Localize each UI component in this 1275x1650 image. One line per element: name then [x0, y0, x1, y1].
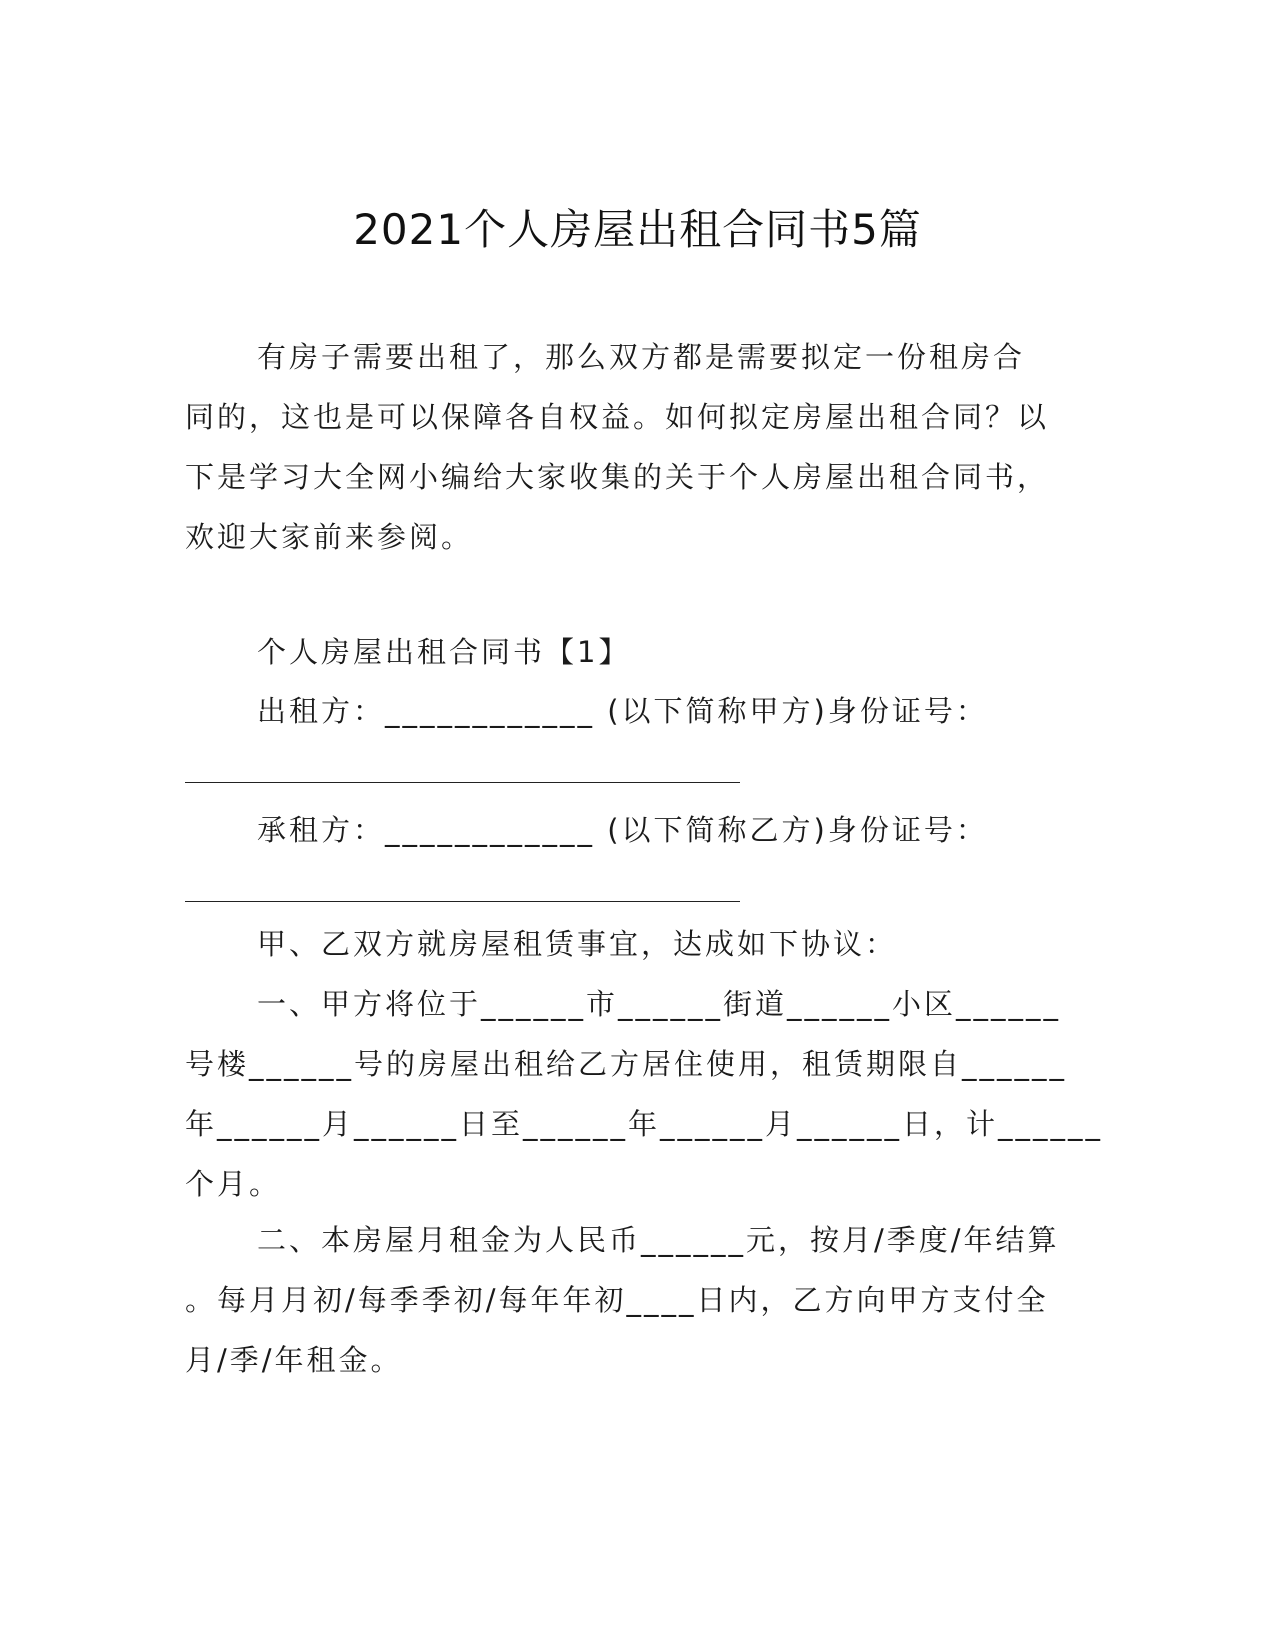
lessor-id-blank [185, 782, 740, 783]
clause-two [185, 1210, 1090, 1390]
clause-one-line: 一、甲方将位于______市______街道______小区______ [257, 987, 1062, 1021]
clause-one [185, 974, 1104, 1214]
agreement-block [185, 914, 1090, 974]
lessee-line: 承租方：____________ (以下简称乙方)身份证号： [257, 813, 988, 847]
clause-two-line: 。每月月初/每季季初/每年年初____日内，乙方向甲方支付全 [185, 1283, 1049, 1317]
intro-line: 有房子需要出租了，那么双方都是需要拟定一份租房合 [257, 340, 1026, 374]
intro-line: 下是学习大全网小编给大家收集的关于个人房屋出租合同书， [185, 460, 1050, 494]
section-heading: 个人房屋出租合同书【1】 [257, 635, 631, 669]
clause-one-line: 个月。 [185, 1167, 282, 1201]
intro-paragraph [185, 327, 1090, 567]
lessee-block [185, 800, 1090, 860]
clause-two-line: 二、本房屋月租金为人民币______元，按月/季度/年结算 [257, 1223, 1060, 1257]
agreement-line: 甲、乙双方就房屋租赁事宜，达成如下协议： [257, 927, 898, 961]
lessee-id-blank [185, 901, 740, 902]
lessor-block [185, 681, 1090, 741]
clause-two-line: 月/季/年租金。 [185, 1343, 403, 1377]
document-title: 2021个人房屋出租合同书5篇 [353, 205, 922, 254]
lessor-line: 出租方：____________ (以下简称甲方)身份证号： [257, 694, 988, 728]
intro-line: 同的，这也是可以保障各自权益。如何拟定房屋出租合同？以 [185, 400, 1050, 434]
clause-one-line: 号楼______号的房屋出租给乙方居住使用，租赁期限自______ [185, 1047, 1068, 1081]
section-heading-block [185, 622, 1090, 682]
intro-line: 欢迎大家前来参阅。 [185, 520, 474, 554]
clause-one-line: 年______月______日至______年______月______日，计______ [185, 1107, 1104, 1141]
